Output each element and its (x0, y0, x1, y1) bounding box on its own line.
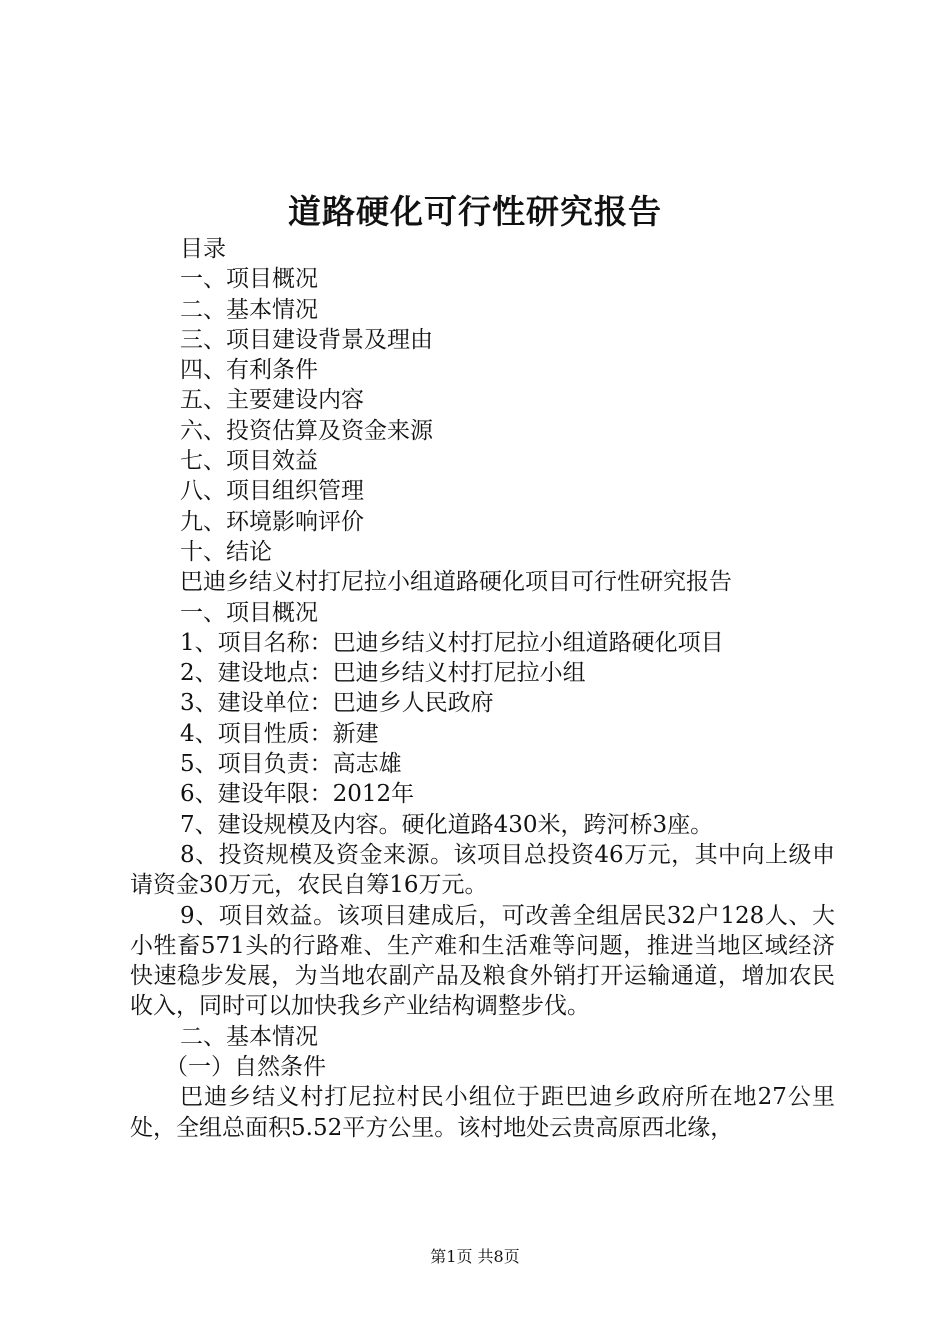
section-heading: 一、项目概况 (180, 599, 318, 626)
overview-item: 6、建设年限：2012年 (180, 781, 415, 808)
toc-item: 一、项目概况 (180, 266, 318, 293)
overview-item: 7、建设规模及内容。硬化道路430米，跨河桥3座。 (180, 811, 714, 838)
overview-item: 1、项目名称：巴迪乡结义村打尼拉小组道路硬化项目 (180, 629, 724, 656)
toc-item: 二、基本情况 (180, 296, 318, 323)
paragraph-natural-conditions: 巴迪乡结义村打尼拉村民小组位于距巴迪乡政府所在地27公里处，全组总面积5.52平方公里。该村地处云贵高原西北缘， (130, 1084, 835, 1141)
overview-item: 2、建设地点：巴迪乡结义村打尼拉小组 (180, 660, 586, 687)
report-title: 巴迪乡结义村打尼拉小组道路硬化项目可行性研究报告 (180, 569, 732, 596)
toc-heading: 目录 (180, 236, 226, 262)
overview-item: 5、项目负责：高志雄 (180, 751, 402, 778)
toc-item: 九、环境影响评价 (180, 508, 364, 535)
overview-item: 4、项目性质：新建 (180, 720, 379, 747)
paragraph-investment: 8、投资规模及资金来源。该项目总投资46万元，其中向上级申请资金30万元，农民自筹16万元。 (130, 841, 835, 899)
paragraph-benefit: 9、项目效益。该项目建成后，可改善全组居民32户128人、大小牲畜571头的行路难、生产难和生活难等问题，推进当地区域经济快速稳步发展，为当地农副产品及粮食外销打开运输通道，增加农民收入，同时可以加快我乡产业结构调整步伐。 (130, 902, 835, 1020)
toc-item: 五、主要建设内容 (180, 387, 364, 414)
page-footer: 第1页 共8页 (430, 1247, 520, 1266)
overview-item: 3、建设单位：巴迪乡人民政府 (180, 690, 494, 717)
toc-item: 七、项目效益 (180, 448, 318, 475)
section-heading: 二、基本情况 (180, 1023, 318, 1050)
toc-item: 十、结论 (180, 538, 272, 565)
toc-item: 八、项目组织管理 (180, 478, 364, 505)
subsection-heading: （一）自然条件 (165, 1054, 326, 1081)
toc-item: 四、有利条件 (180, 357, 318, 384)
document-title: 道路硬化可行性研究报告 (288, 192, 662, 231)
toc-item: 三、项目建设背景及理由 (180, 326, 433, 353)
toc-item: 六、投资估算及资金来源 (180, 417, 433, 444)
document-body (130, 234, 835, 1143)
